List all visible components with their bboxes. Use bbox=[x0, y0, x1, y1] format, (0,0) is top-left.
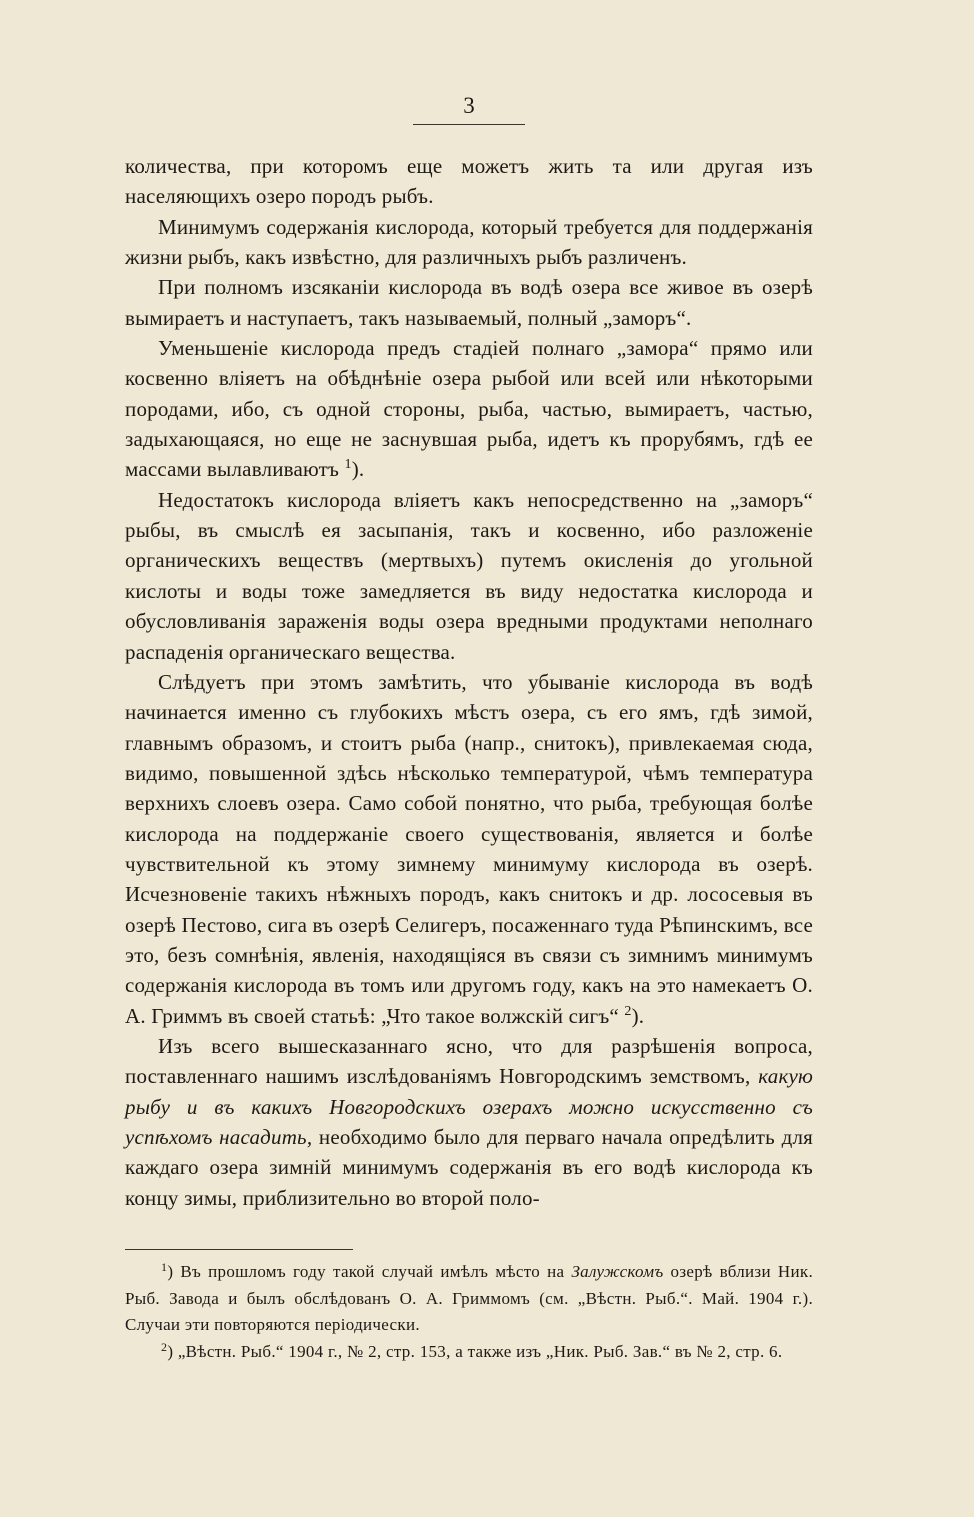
body-text bbox=[125, 151, 813, 1213]
footnote-separator bbox=[125, 1249, 353, 1250]
footnote-1-text-b: озерѣ вблизи Ник. Рыб. Завода и былъ обслѣдованъ О. А. Гриммомъ (см. „Вѣстн. Рыб.“. Май. 1904 г.). Случаи эти повторяются періодически. bbox=[125, 1262, 814, 1334]
paragraph-6-text: Слѣдуетъ при этомъ замѣтить, что убываніе кислорода въ водѣ начинается именно съ глубокихъ мѣстъ озера, съ его ямъ, гдѣ зимой, главнымъ образомъ, и стоитъ рыба (напр., снитокъ), привлекаемая сюда, видимо, повышенной здѣсь нѣсколько температурой, чѣмъ температура верхнихъ слоевъ озера. Само собой понятно, что рыба, требующая болѣе кислорода на поддержаніе своего существованія, является и болѣе чувствительной къ этому зимнему минимуму кислорода въ озерѣ. Исчезновеніе такихъ нѣжныхъ породъ, какъ снитокъ и др. лососевыя въ озерѣ Пестово, сига въ озерѣ Селигеръ, посаженнаго туда Рѣпинскимъ, все это, безъ сомнѣнія, явленія, находящіяся въ связи съ зимнимъ минимумъ содержанія кислорода въ томъ или другомъ году, какъ на это намекаетъ О. А. Гриммъ въ своей статьѣ: „Что такое волжскій сигъ“ bbox=[125, 669, 813, 1028]
footnotes bbox=[125, 1259, 813, 1365]
footnote-ref-2: 2 bbox=[624, 1003, 632, 1019]
paragraph-6-tail: ). bbox=[631, 1003, 645, 1028]
paragraph-3: При полномъ изсяканіи кислорода въ водѣ озера все живое въ озерѣ вымираетъ и наступаетъ, такъ называемый, полный „заморъ“. bbox=[125, 275, 813, 330]
paragraph-4-text: Уменьшеніе кислорода предъ стадіей полнаго „замора“ прямо или косвенно вліяетъ на обѣднѣніе озера рыбой или всей или нѣкоторыми породами, ибо, съ одной стороны, рыба, частью, вымираетъ, частью, задыхающаяся, но еще не заснувшая рыба, идетъ къ прорубямъ, гдѣ ее массами вылавливаютъ bbox=[125, 336, 813, 482]
paragraph-6 bbox=[125, 667, 813, 1031]
footnote-2-mark: 2 bbox=[161, 1339, 168, 1354]
paragraph-7-end: необходимо было для перваго начала опредѣлить для каждаго озера зимній минимумъ содержанія въ его водѣ кислорода къ концу зимы, приблизительно во второй поло- bbox=[125, 1125, 814, 1210]
page-number: 3 bbox=[463, 93, 475, 118]
paragraph-4-tail: ). bbox=[351, 457, 365, 482]
footnote-1-italic: Залужскомъ bbox=[571, 1262, 664, 1281]
paragraph-7-italic: какую рыбу и въ какихъ Новгородскихъ озерахъ можно искусственно съ успѣхомъ насадить, bbox=[125, 1064, 814, 1149]
page-number-rule bbox=[413, 124, 525, 125]
paragraph-7-text: Изъ всего вышесказаннаго ясно, что для разрѣшенія вопроса, поставленнаго нашимъ изслѣдованіямъ Новгородскимъ земствомъ, bbox=[125, 1033, 813, 1089]
paragraph-5: Недостатокъ кислорода вліяетъ какъ непосредственно на „заморъ“ рыбы, въ смыслѣ ея засыпанія, такъ и косвенно, ибо разложеніе органическихъ веществъ (мертвыхъ) путемъ окисленія до угольной кислоты и воды тоже замедляется въ виду недостатка кислорода и обусловливанія зараженія воды озера вредными продуктами неполнаго распаденія органическаго вещества. bbox=[125, 487, 813, 664]
paragraph-2: Минимумъ содержанія кислорода, который требуется для поддержанія жизни рыбъ, какъ извѣстно, для различныхъ рыбъ различенъ. bbox=[125, 214, 813, 270]
footnote-2-text: ) „Вѣстн. Рыб.“ 1904 г., № 2, стр. 153, а также изъ „Ник. Рыб. Зав.“ въ № 2, стр. 6. bbox=[167, 1341, 783, 1361]
footnote-1 bbox=[125, 1259, 813, 1339]
footnote-ref-1: 1 bbox=[344, 457, 352, 473]
paragraph-7 bbox=[125, 1031, 813, 1213]
footnote-2 bbox=[125, 1339, 813, 1366]
paragraph-1: количества, при которомъ еще можетъ жить та или другая изъ населяющихъ озеро породъ рыбъ. bbox=[125, 154, 813, 209]
paragraph-4 bbox=[125, 333, 813, 485]
footnote-1-text-a: ) Въ прошломъ году такой случай имѣлъ мѣсто на bbox=[167, 1262, 572, 1281]
footnote-1-mark: 1 bbox=[161, 1260, 168, 1274]
